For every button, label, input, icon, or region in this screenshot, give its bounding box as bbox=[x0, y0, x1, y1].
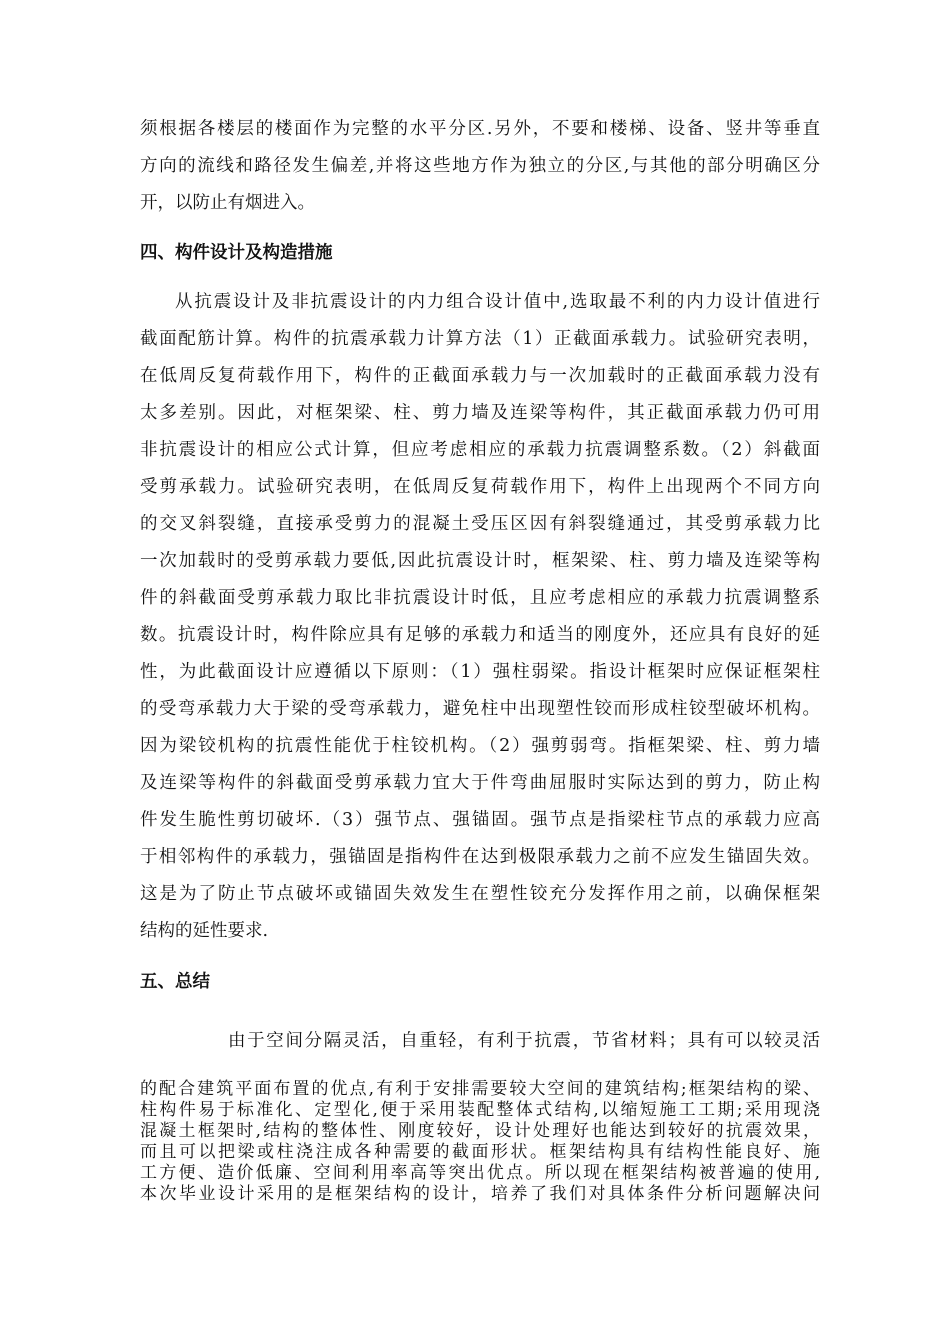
paragraph-line: 的受弯承载力大于梁的受弯承载力，避免柱中出现塑性铰而形成柱铰型破坏机构。 bbox=[140, 699, 820, 719]
paragraph-line: 须根据各楼层的楼面作为完整的水平分区.另外，不要和楼梯、设备、竖井等垂直 bbox=[140, 119, 820, 139]
paragraph-line: 工方便、造价低廉、空间利用率高等突出优点。所以现在框架结构被普遍的使用, bbox=[140, 1163, 820, 1183]
paragraph-line: 受剪承载力。试验研究表明，在低周反复荷载作用下，构件上出现两个不同方向 bbox=[140, 477, 820, 497]
section-heading: 五、总结 bbox=[140, 972, 210, 992]
paragraph-line: 性，为此截面设计应遵循以下原则：（1）强柱弱梁。指设计框架时应保证框架柱 bbox=[140, 662, 820, 682]
paragraph-line: 开，以防止有烟进入。 bbox=[140, 193, 315, 213]
paragraph-line: 件的斜截面受剪承载力取比非抗震设计时低，且应考虑相应的承载力抗震调整系 bbox=[140, 588, 820, 608]
paragraph-line: 而且可以把梁或柱浇注成各种需要的截面形状。框架结构具有结构性能良好、施 bbox=[140, 1142, 820, 1162]
paragraph-line: 的配合建筑平面布置的优点,有利于安排需要较大空间的建筑结构;框架结构的梁、 bbox=[140, 1079, 820, 1099]
paragraph-line: 在低周反复荷载作用下，构件的正截面承载力与一次加载时的正截面承载力没有 bbox=[140, 366, 820, 386]
paragraph-line: 一次加载时的受剪承载力要低,因此抗震设计时，框架梁、柱、剪力墙及连梁等构 bbox=[140, 551, 820, 571]
paragraph-line: 及连梁等构件的斜截面受剪承载力宜大于件弯曲屈服时实际达到的剪力，防止构 bbox=[140, 773, 820, 793]
paragraph-line: 太多差别。因此，对框架梁、柱、剪力墙及连梁等构件，其正截面承载力仍可用 bbox=[140, 403, 820, 423]
paragraph-line: 结构的延性要求. bbox=[140, 921, 269, 941]
paragraph-line: 非抗震设计的相应公式计算，但应考虑相应的承载力抗震调整系数。（2）斜截面 bbox=[140, 440, 820, 460]
paragraph-line: 本次毕业设计采用的是框架结构的设计，培养了我们对具体条件分析问题解决问 bbox=[140, 1184, 820, 1204]
paragraph-line: 截面配筋计算。构件的抗震承载力计算方法（1）正截面承载力。试验研究表明， bbox=[140, 329, 820, 349]
paragraph-line: 由于空间分隔灵活，自重轻，有利于抗震，节省材料；具有可以较灵活 bbox=[228, 1031, 820, 1051]
paragraph-line: 的交叉斜裂缝，直接承受剪力的混凝土受压区因有斜裂缝通过，其受剪承载力比 bbox=[140, 514, 820, 534]
paragraph-line: 因为梁铰机构的抗震性能优于柱铰机构。（2）强剪弱弯。指框架梁、柱、剪力墙 bbox=[140, 736, 820, 756]
paragraph-line: 这是为了防止节点破坏或锚固失效发生在塑性铰充分发挥作用之前，以确保框架 bbox=[140, 884, 820, 904]
paragraph-line: 混凝土框架时,结构的整体性、刚度较好，设计处理好也能达到较好的抗震效果， bbox=[140, 1121, 820, 1141]
paragraph-line: 于相邻构件的承载力，强锚固是指构件在达到极限承载力之前不应发生锚固失效。 bbox=[140, 847, 820, 867]
paragraph-line: 数。抗震设计时，构件除应具有足够的承载力和适当的刚度外，还应具有良好的延 bbox=[140, 625, 820, 645]
paragraph-line: 件发生脆性剪切破坏.（3）强节点、强锚固。强节点是指梁柱节点的承载力应高 bbox=[140, 810, 820, 830]
paragraph-line: 从抗震设计及非抗震设计的内力组合设计值中,选取最不利的内力设计值进行 bbox=[175, 292, 820, 312]
paragraph-line: 方向的流线和路径发生偏差,并将这些地方作为独立的分区,与其他的部分明确区分 bbox=[140, 156, 820, 176]
paragraph-line: 柱构件易于标准化、定型化,便于采用装配整体式结构,以缩短施工工期;采用现浇 bbox=[140, 1100, 820, 1120]
section-heading: 四、构件设计及构造措施 bbox=[140, 243, 333, 263]
